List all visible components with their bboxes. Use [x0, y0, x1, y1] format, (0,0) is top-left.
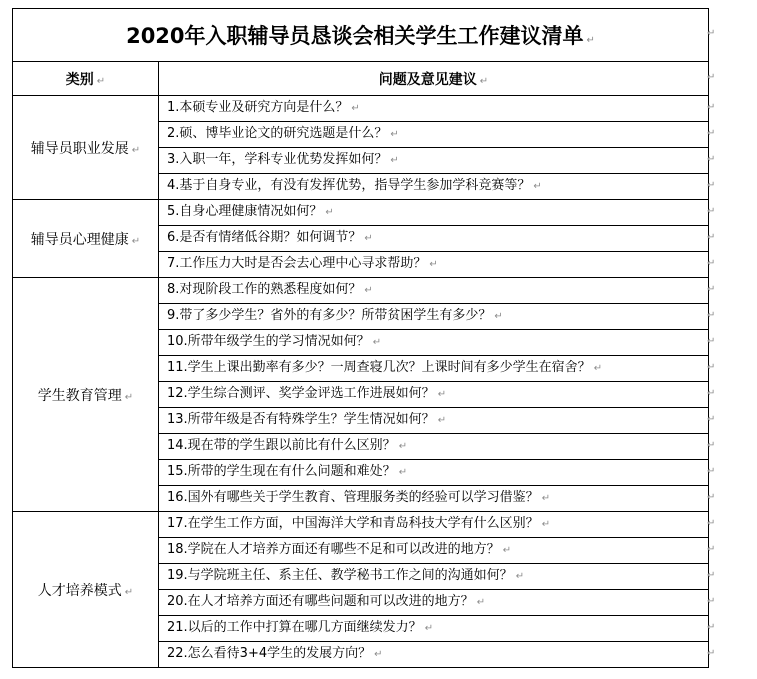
paragraph-mark: ↵	[541, 493, 551, 504]
question-text: 17.在学生工作方面，中国海洋大学和青岛科技大学有什么区别？	[167, 516, 539, 531]
document-table-wrapper	[12, 8, 709, 668]
suggestion-table	[12, 8, 709, 668]
row-end-mark: ↵	[707, 466, 716, 477]
question-cell	[159, 174, 709, 200]
paragraph-mark: ↵	[364, 285, 373, 296]
question-text: 3.入职一年，学科专业优势发挥如何？	[167, 152, 388, 167]
question-cell	[159, 304, 709, 330]
page-title: 2020年入职辅导员恳谈会相关学生工作建议清单	[126, 24, 584, 48]
row-end-mark: ↵	[707, 544, 716, 555]
paragraph-mark: ↵	[131, 235, 141, 247]
title-row	[13, 9, 709, 62]
paragraph-mark: ↵	[398, 467, 408, 478]
question-text: 18.学院在人才培养方面还有哪些不足和可以改进的地方？	[167, 542, 500, 557]
question-cell	[159, 200, 709, 226]
question-text: 20.在人才培养方面还有哪些问题和可以改进的地方？	[167, 594, 474, 609]
paragraph-mark: ↵	[124, 586, 134, 598]
question-cell	[159, 226, 709, 252]
row-end-mark: ↵	[707, 622, 716, 633]
row-end-mark: ↵	[707, 596, 716, 607]
paragraph-mark: ↵	[124, 391, 134, 403]
question-text: 2.硕、博毕业论文的研究选题是什么？	[167, 126, 388, 141]
category-label: 辅导员职业发展	[30, 140, 129, 157]
paragraph-mark: ↵	[541, 519, 551, 530]
row-end-mark: ↵	[707, 648, 716, 659]
row-end-mark: ↵	[707, 180, 716, 191]
row-end-mark: ↵	[707, 388, 716, 399]
question-text: 1.本硕专业及研究方向是什么？	[167, 100, 349, 115]
paragraph-mark: ↵	[429, 259, 438, 270]
table-body	[13, 9, 709, 668]
question-text: 8.对现阶段工作的熟悉程度如何？	[167, 282, 362, 297]
row-end-mark: ↵	[707, 72, 716, 83]
row-end-mark: ↵	[707, 336, 716, 347]
table-title-cell	[13, 9, 709, 62]
paragraph-mark: ↵	[437, 389, 447, 400]
table-row	[13, 200, 709, 226]
row-end-mark: ↵	[707, 258, 716, 269]
paragraph-mark: ↵	[502, 545, 512, 556]
table-row	[13, 278, 709, 304]
category-cell	[13, 200, 159, 278]
category-cell	[13, 278, 159, 512]
question-text: 6.是否有情绪低谷期？如何调节？	[167, 230, 362, 245]
question-cell	[159, 564, 709, 590]
row-end-mark: ↵	[707, 492, 716, 503]
paragraph-mark: ↵	[96, 75, 106, 87]
question-text: 16.国外有哪些关于学生教育、管理服务类的经验可以学习借鉴？	[167, 490, 539, 505]
table-row	[13, 512, 709, 538]
paragraph-mark: ↵	[424, 623, 434, 634]
paragraph-mark: ↵	[586, 35, 595, 46]
question-text: 12.学生综合测评、奖学金评选工作进展如何？	[167, 386, 435, 401]
question-cell	[159, 356, 709, 382]
paragraph-mark: ↵	[390, 155, 399, 166]
question-text: 10.所带年级学生的学习情况如何？	[167, 334, 370, 349]
paragraph-mark: ↵	[131, 144, 141, 156]
row-end-mark: ↵	[707, 518, 716, 529]
question-cell	[159, 252, 709, 278]
row-end-mark: ↵	[707, 102, 716, 113]
category-cell	[13, 512, 159, 668]
row-end-mark: ↵	[707, 310, 716, 321]
question-cell	[159, 460, 709, 486]
paragraph-mark: ↵	[593, 363, 603, 374]
question-text: 5.自身心理健康情况如何？	[167, 204, 323, 219]
category-cell	[13, 96, 159, 200]
question-text: 14.现在带的学生跟以前比有什么区别？	[167, 438, 396, 453]
question-text: 4.基于自身专业，有没有发挥优势，指导学生参加学科竞赛等？	[167, 178, 531, 193]
question-text: 9.带了多少学生？省外的有多少？所带贫困学生有多少？	[167, 308, 492, 323]
question-cell	[159, 512, 709, 538]
question-cell	[159, 486, 709, 512]
question-cell	[159, 96, 709, 122]
header-questions: 问题及意见建议	[378, 71, 477, 88]
question-cell	[159, 148, 709, 174]
question-cell	[159, 330, 709, 356]
row-end-mark: ↵	[707, 414, 716, 425]
paragraph-mark: ↵	[494, 311, 503, 322]
question-text: 22.怎么看待3+4学生的发展方向？	[167, 646, 372, 661]
row-end-mark: ↵	[707, 232, 716, 243]
paragraph-mark: ↵	[325, 207, 334, 218]
paragraph-mark: ↵	[533, 181, 542, 192]
paragraph-mark: ↵	[398, 441, 408, 452]
question-cell	[159, 408, 709, 434]
row-end-mark: ↵	[707, 128, 716, 139]
question-text: 11.学生上课出勤率有多少？一周查寝几次？上课时间有多少学生在宿舍？	[167, 360, 591, 375]
paragraph-mark: ↵	[372, 337, 382, 348]
question-text: 19.与学院班主任、系主任、教学秘书工作之间的沟通如何？	[167, 568, 513, 583]
paragraph-mark: ↵	[364, 233, 373, 244]
header-category: 类别	[65, 71, 94, 88]
question-cell	[159, 382, 709, 408]
question-cell	[159, 538, 709, 564]
header-questions-cell	[159, 62, 709, 96]
paragraph-mark: ↵	[390, 129, 399, 140]
paragraph-mark: ↵	[437, 415, 447, 426]
question-text: 21.以后的工作中打算在哪几方面继续发力？	[167, 620, 422, 635]
question-cell	[159, 590, 709, 616]
paragraph-mark: ↵	[479, 75, 489, 87]
header-row	[13, 62, 709, 96]
category-label: 辅导员心理健康	[30, 231, 129, 248]
row-end-mark: ↵	[707, 362, 716, 373]
question-cell	[159, 122, 709, 148]
row-end-mark: ↵	[707, 284, 716, 295]
question-cell	[159, 642, 709, 668]
category-label: 学生教育管理	[37, 387, 122, 404]
row-end-mark: ↵	[707, 28, 716, 39]
paragraph-mark: ↵	[351, 103, 360, 114]
question-cell	[159, 616, 709, 642]
row-end-mark: ↵	[707, 440, 716, 451]
paragraph-mark: ↵	[515, 571, 525, 582]
question-text: 7.工作压力大时是否会去心理中心寻求帮助？	[167, 256, 427, 271]
row-end-mark: ↵	[707, 570, 716, 581]
paragraph-mark: ↵	[374, 649, 383, 660]
question-text: 15.所带的学生现在有什么问题和难处？	[167, 464, 396, 479]
header-category-cell	[13, 62, 159, 96]
paragraph-mark: ↵	[476, 597, 486, 608]
question-cell	[159, 278, 709, 304]
row-end-mark: ↵	[707, 206, 716, 217]
category-label: 人才培养模式	[37, 582, 122, 599]
row-end-mark: ↵	[707, 154, 716, 165]
question-cell	[159, 434, 709, 460]
table-row	[13, 96, 709, 122]
question-text: 13.所带年级是否有特殊学生？学生情况如何？	[167, 412, 435, 427]
